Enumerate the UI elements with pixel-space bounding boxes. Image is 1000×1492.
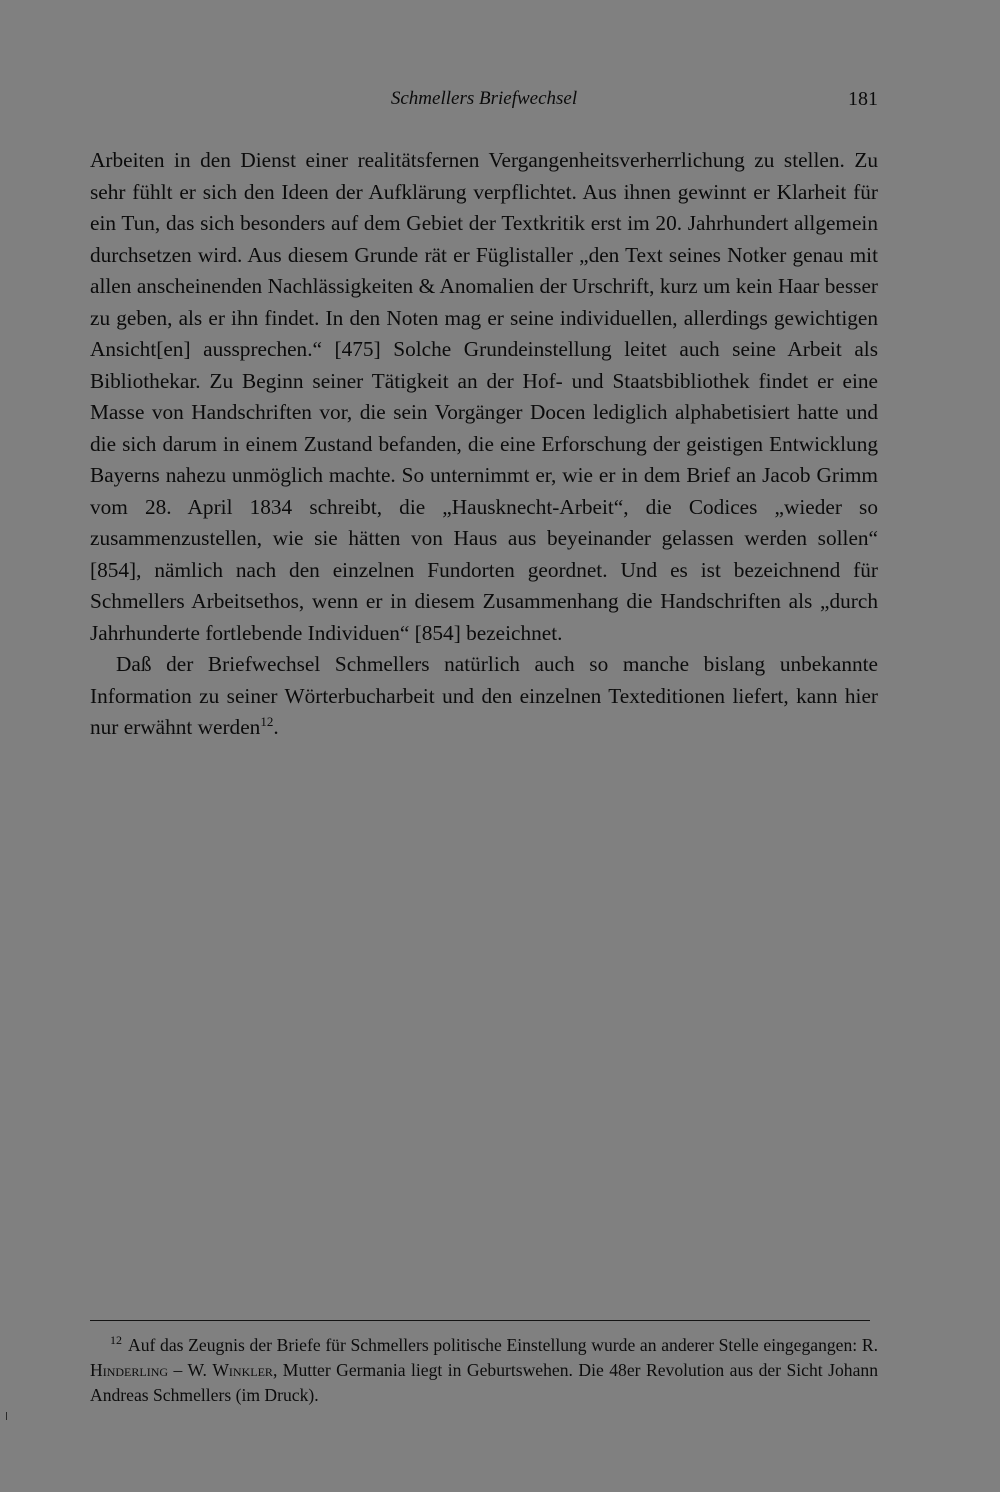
footnote-text-end: , Mutter Germania liegt in Geburtswehen. Die 48er Revolution aus der Sicht Johann Andreas Schmellers (im Druck). — [90, 1360, 878, 1405]
footnote-divider — [90, 1320, 870, 1321]
footnote-separator: – W. — [168, 1360, 213, 1380]
footnote-number: 12 — [110, 1333, 122, 1347]
paragraph-1: Arbeiten in den Dienst einer realitätsfernen Vergangenheitsverherrlichung zu stellen. Zu sehr fühlt er sich den Ideen der Aufklärung verpflichtet. Aus ihnen gewinnt er Klarheit für ein Tun, das sich besonders auf dem Gebiet der Textkritik erst im 20. Jahrhundert allgemein durchsetzen wird. Aus diesem Grunde rät er Füglistaller „den Text seines Notker genau mit allen anscheinenden Nachlässigkeiten & Anomalien der Urschrift, kurz um kein Haar besser zu geben, als er ihn findet. In den Noten mag er seine individuellen, allerdings gewichtigen Ansicht[en] aussprechen.“ [475] Solche Grundeinstellung leitet auch seine Arbeit als Bibliothekar. Zu Beginn seiner Tätigkeit an der Hof- und Staatsbibliothek findet er eine Masse von Handschriften vor, die sein Vorgänger Docen lediglich alphabetisiert hatte und die sich darum in einem Zustand befanden, die eine Erforschung der geistigen Entwicklung Bayerns nahezu unmöglich machte. So unternimmt er, wie er in dem Brief an Jacob Grimm vom 28. April 1834 schreibt, die „Hausknecht-Arbeit“, die Codices „wieder so zusammenzustellen, wie sie hätten von Haus aus beyeinander gelassen werden sollen“ [854], nämlich nach den einzelnen Fundorten geordnet. Und es ist bezeichnend für Schmellers Arbeitsethos, wenn er in diesem Zusammenhang die Handschriften als „durch Jahrhunderte fortlebende Individuen“ [854] bezeichnet. — [90, 148, 878, 645]
footnote-author-2: Winkler — [212, 1360, 273, 1380]
page-number: 181 — [848, 88, 878, 110]
paragraph-2-end: . — [273, 715, 279, 739]
running-title: Schmellers Briefwechsel — [390, 88, 578, 109]
footnote-reference[interactable]: 12 — [260, 714, 274, 729]
paragraph-2-text: Daß der Briefwechsel Schmellers natürlich auch so manche bislang unbekannte Information zu seiner Wörterbucharbeit und den einzelnen Texteditionen liefert, kann hier nur erwähnt werden — [90, 652, 878, 739]
footnote-area — [90, 1333, 878, 1408]
footnote-12 — [90, 1333, 878, 1408]
running-head — [90, 84, 878, 114]
paragraph-2 — [90, 649, 878, 744]
scan-edge-mark — [6, 1412, 7, 1420]
footnote-text-start: Auf das Zeugnis der Briefe für Schmellers politische Einstellung wurde an anderer Stelle eingegangen: R. — [128, 1335, 878, 1355]
body-text — [90, 145, 878, 744]
footnote-author-1: Hinderling — [90, 1360, 169, 1380]
